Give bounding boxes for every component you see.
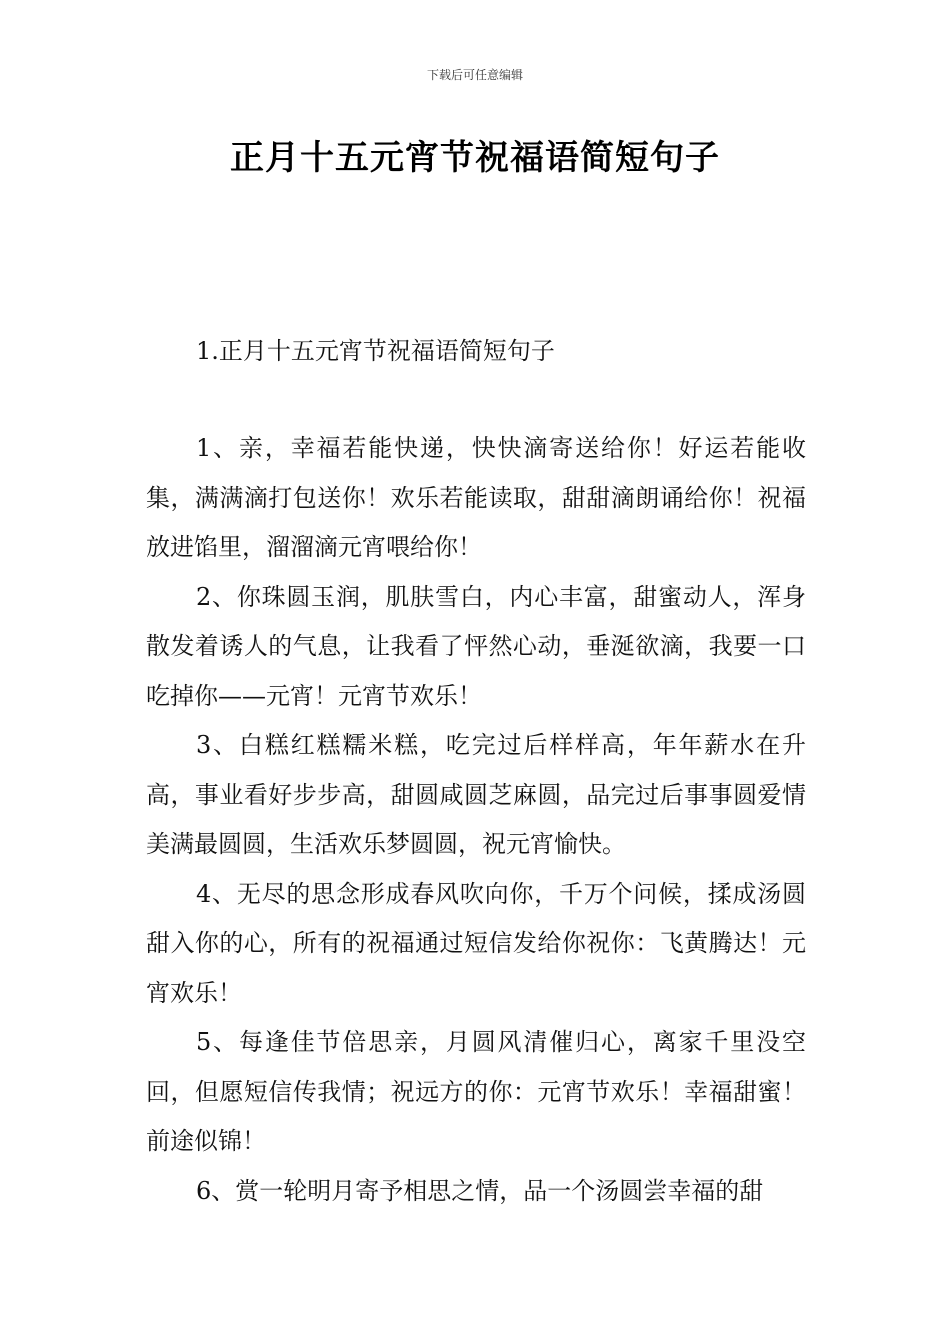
document-body bbox=[146, 424, 806, 1216]
paragraph-4: 4、无尽的思念形成春风吹向你，千万个问候，揉成汤圆甜入你的心，所有的祝福通过短信发给你祝你：飞黄腾达！元宵欢乐！ bbox=[146, 879, 806, 1007]
paragraph-2: 2、你珠圆玉润，肌肤雪白，内心丰富，甜蜜动人，浑身散发着诱人的气息，让我看了怦然心动，垂涎欲滴，我要一口吃掉你——元宵！元宵节欢乐！ bbox=[146, 582, 806, 710]
paragraph-5: 5、每逢佳节倍思亲，月圆风清催归心，离家千里没空回，但愿短信传我情；祝远方的你：元宵节欢乐！幸福甜蜜！前途似锦！ bbox=[146, 1028, 806, 1155]
section-heading: 1.正月十五元宵节祝福语简短句子 bbox=[196, 337, 555, 365]
header-note: 下载后可任意编辑 bbox=[426, 68, 523, 82]
document-title: 正月十五元宵节祝福语简短句子 bbox=[230, 138, 720, 178]
paragraph-6: 6、赏一轮明月寄予相思之情，品一个汤圆尝幸福的甜 bbox=[196, 1176, 764, 1205]
paragraph-3: 3、白糕红糕糯米糕，吃完过后样样高，年年薪水在升高，事业看好步步高，甜圆咸圆芝麻圆，品完过后事事圆爱情美满最圆圆，生活欢乐梦圆圆，祝元宵愉快。 bbox=[146, 731, 806, 858]
paragraph-1: 1、亲，幸福若能快递，快快滴寄送给你！好运若能收集，满满滴打包送你！欢乐若能读取，甜甜滴朗诵给你！祝福放进馅里，溜溜滴元宵喂给你！ bbox=[146, 434, 806, 561]
